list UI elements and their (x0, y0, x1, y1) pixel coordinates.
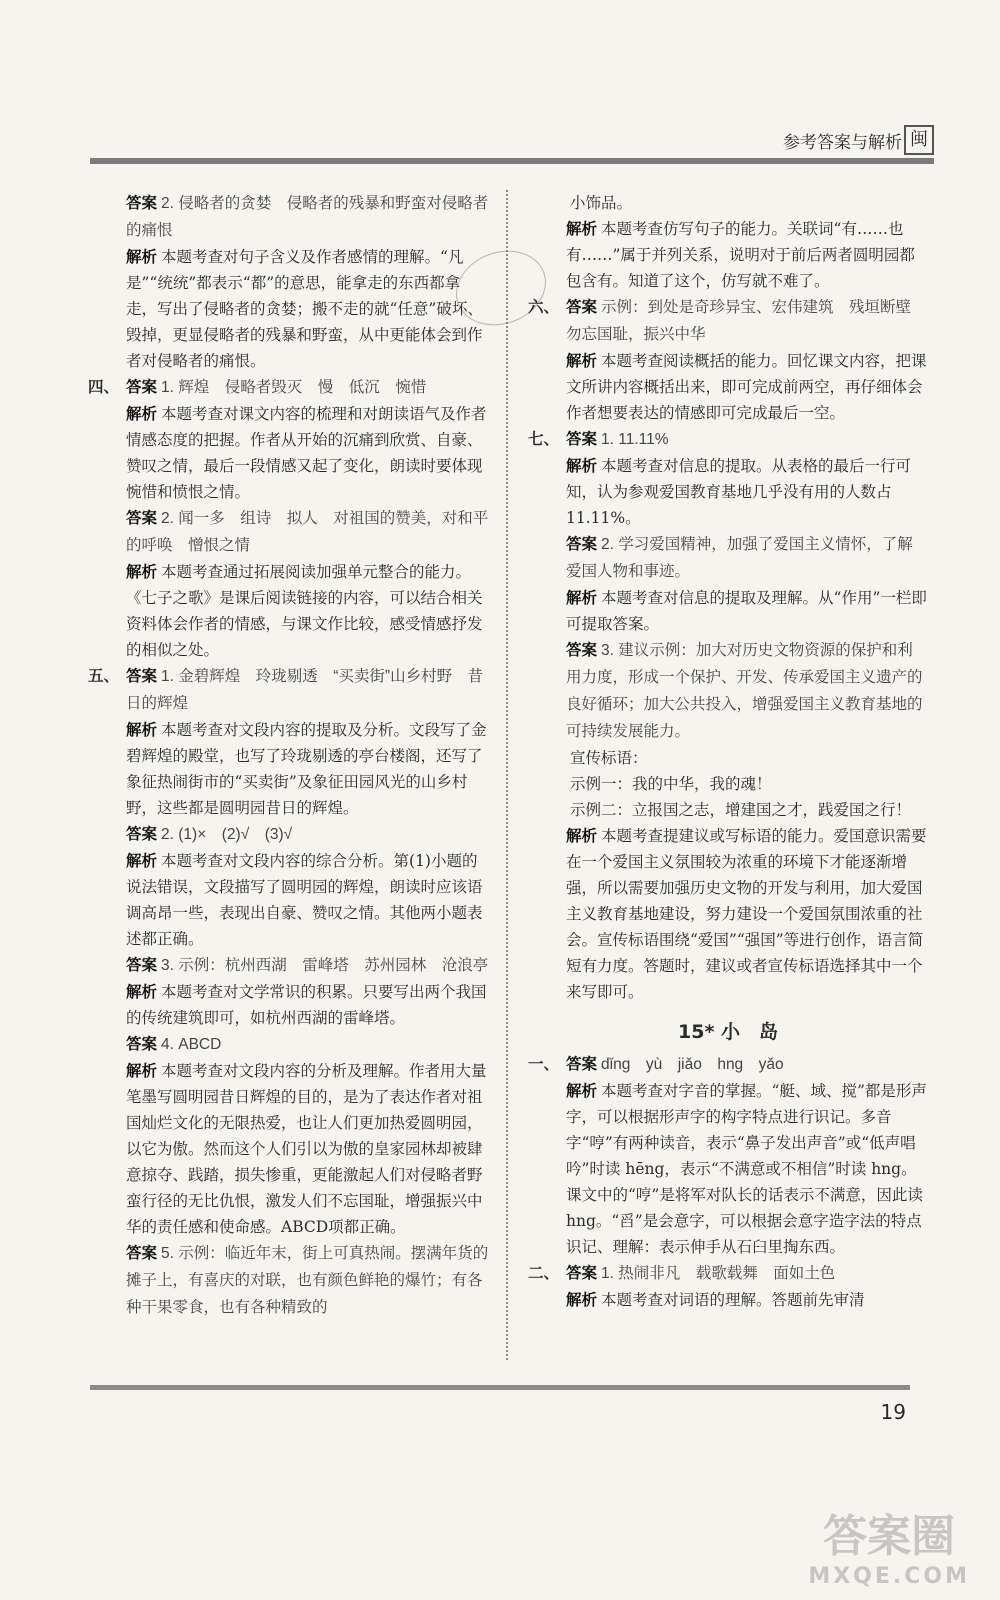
answer-block (528, 771, 928, 797)
block-label: 答案 (566, 430, 598, 448)
answer-block (88, 663, 490, 717)
block-label: 答案 (126, 194, 158, 212)
block-label: 答案 (126, 378, 158, 396)
block-label: 解析 (566, 457, 598, 475)
answer-block (528, 453, 928, 531)
block-text: 本题考查仿写句子的能力。关联词“有……也有……”属于并列关系，说明对于前后两者圆明园都包含有。知道了这个，仿写就不难了。 (566, 220, 915, 290)
block-text: 4. ABCD (161, 1036, 222, 1053)
footer-rule (90, 1385, 910, 1390)
block-label: 解析 (126, 983, 158, 1001)
answer-block (528, 216, 928, 294)
answer-block (88, 505, 490, 559)
block-text: 2. 学习爱国精神，加强了爱国主义情怀，了解爱国人物和事迹。 (566, 536, 913, 580)
block-label: 解析 (126, 563, 158, 581)
block-text: 2. (1)× (2)√ (3)√ (161, 826, 293, 843)
block-label: 答案 (566, 298, 598, 316)
header-logo: 闽 (904, 125, 934, 155)
block-label: 答案 (566, 1055, 598, 1073)
question-number: 二、 (528, 1264, 560, 1282)
block-text: 1. 辉煌 侵略者毁灭 慢 低沉 惋惜 (161, 379, 427, 396)
left-column (88, 190, 490, 1321)
answer-block (88, 244, 490, 374)
block-text: 宣传标语： (570, 749, 648, 767)
block-label: 解析 (566, 352, 598, 370)
block-text: 3. 建议示例：加大对历史文物资源的保护和利用力度，形成一个保护、开发、传承爱国主义遗产的良好循环；加大公共投入，增强爱国主义教育基地的可持续发展能力。 (566, 642, 923, 740)
block-label: 答案 (566, 641, 598, 659)
block-text: 1. 11.11% (601, 431, 669, 448)
block-text: 1. 热闹非凡 载歌载舞 面如土色 (601, 1265, 836, 1282)
column-divider (506, 190, 508, 1360)
answer-block (528, 797, 928, 823)
answer-block (88, 979, 490, 1031)
question-number: 五、 (88, 667, 120, 685)
block-label: 解析 (566, 827, 598, 845)
block-label: 解析 (566, 1082, 598, 1100)
answer-block (528, 1287, 928, 1313)
header-title: 参考答案与解析 (783, 133, 902, 153)
block-text: 1. 金碧辉煌 玲珑剔透 “买卖街”山乡村野 昔日的辉煌 (126, 668, 484, 712)
block-label: 解析 (566, 1291, 598, 1309)
answer-block (528, 1051, 928, 1078)
right-bottom-blocks (528, 1051, 928, 1313)
answer-block (528, 1260, 928, 1287)
section-title: 15* 小 岛 (678, 1021, 778, 1043)
answer-block (88, 1031, 490, 1058)
answer-block (88, 1240, 490, 1321)
header-rule (90, 158, 934, 164)
block-label: 解析 (126, 248, 158, 266)
block-label: 解析 (126, 852, 158, 870)
answer-block (528, 585, 928, 637)
answer-block (88, 190, 490, 244)
block-text: 本题考查对文学常识的积累。只要写出两个我国的传统建筑即可，如杭州西湖的雷峰塔。 (126, 983, 487, 1027)
block-text: 2. 闻一多 组诗 拟人 对祖国的赞美，对和平的呼唤 憎恨之情 (126, 510, 489, 554)
block-label: 解析 (126, 405, 158, 423)
block-text: 本题考查对文段内容的综合分析。第(1)小题的说法错误，文段描写了圆明园的辉煌，朗读时应该语调高昂一些，表现出自豪、赞叹之情。其他两小题表述都正确。 (126, 852, 483, 948)
watermark-line2: MXQE.COM (808, 1564, 970, 1589)
block-text: 本题考查对信息的提取。从表格的最后一行可知，认为参观爱国教育基地几乎没有用的人数占11.11%。 (566, 457, 912, 527)
answer-block (528, 823, 928, 1005)
block-label: 答案 (126, 1035, 158, 1053)
answer-block (88, 1058, 490, 1240)
block-text: dǐng yù jiǎo hng yǎo (601, 1056, 784, 1073)
block-text: 5. 示例：临近年末，街上可真热闹。摆满年货的摊子上，有喜庆的对联，也有颜色鲜艳的爆竹；有各种干果零食，也有各种精致的 (126, 1245, 489, 1316)
block-text: 本题考查对字音的掌握。“艇、域、搅”都是形声字，可以根据形声字的构字特点进行识记。多音字“哼”有两种读音，表示“鼻子发出声音”或“低声唱吟”时读 hēng，表示“不满意或不相信”时读 hng。课文中的“哼”是将军对队长的话表示不满意，因此读 hng。“舀”是会意字，可以根据会意字造字法的特点识记、理解：表示伸手从石臼里掏东西。 (566, 1082, 927, 1256)
answer-block (528, 294, 928, 348)
block-text: 小饰品。 (570, 194, 633, 212)
block-label: 答案 (126, 667, 158, 685)
answer-block (88, 952, 490, 979)
answer-block (88, 848, 490, 952)
block-text: 示例：到处是奇珍异宝、宏伟建筑 残垣断壁 勿忘国耻，振兴中华 (566, 299, 927, 343)
right-top-blocks (528, 190, 928, 1005)
question-number: 一、 (528, 1055, 560, 1073)
block-text: 本题考查对课文内容的梳理和对朗读语气及作者情感态度的把握。作者从开始的沉痛到欣赏、自豪、赞叹之情，最后一段情感又起了变化，朗读时要体现惋惜和愤恨之情。 (126, 405, 487, 501)
block-label: 答案 (126, 956, 158, 974)
answer-block (88, 401, 490, 505)
block-text: 本题考查对句子含义及作者感情的理解。“凡是”“统统”都表示“都”的意思，能拿走的东西都拿走，写出了侵略者的贪婪；搬不走的就“任意”破坏、毁掉，更显侵略者的残暴和野蛮，从中更能体会到作者对侵略者的痛恨。 (126, 248, 483, 370)
block-text: 示例一：我的中华，我的魂！ (570, 775, 772, 793)
answer-block (528, 348, 928, 426)
block-text: 本题考查阅读概括的能力。回忆课文内容，把课文所讲内容概括出来，即可完成前两空，再仔细体会作者想要表达的情感即可完成最后一空。 (566, 352, 927, 422)
answer-block (528, 745, 928, 771)
block-label: 解析 (566, 589, 598, 607)
page-number: 19 (880, 1400, 906, 1424)
answer-block (528, 637, 928, 745)
watermark (808, 1500, 970, 1589)
block-label: 答案 (126, 509, 158, 527)
answer-block (528, 190, 928, 216)
block-label: 解析 (126, 1062, 158, 1080)
answer-block (528, 426, 928, 453)
answer-block (88, 559, 490, 663)
block-label: 解析 (126, 721, 158, 739)
answer-block (88, 717, 490, 821)
block-label: 解析 (566, 220, 598, 238)
answer-block (528, 531, 928, 585)
block-text: 2. 侵略者的贪婪 侵略者的残暴和野蛮对侵略者的痛恨 (126, 195, 489, 239)
watermark-line1: 答案圈 (823, 1511, 956, 1562)
answer-block (88, 821, 490, 848)
block-label: 答案 (126, 825, 158, 843)
block-text: 本题考查通过拓展阅读加强单元整合的能力。《七子之歌》是课后阅读链接的内容，可以结合相关资料体会作者的情感，与课文作比较，感受情感抒发的相似之处。 (126, 563, 483, 659)
question-number: 四、 (88, 378, 120, 396)
block-text: 本题考查对信息的提取及理解。从“作用”一栏即可提取答案。 (566, 589, 927, 633)
block-text: 本题考查对文段内容的分析及理解。作者用大量笔墨写圆明园昔日辉煌的目的，是为了表达作者对祖国灿烂文化的无限热爱，也让人们更加热爱圆明园，以它为傲。然而这个人们引以为傲的皇家园林却被肆意掠夺、践踏，损失惨重，更能激起人们对侵略者野蛮行径的无比仇恨，激发人们不忘国耻，增强振兴中华的责任感和使命感。ABCD项都正确。 (126, 1062, 487, 1236)
block-label: 答案 (126, 1244, 158, 1262)
question-number: 六、 (528, 298, 560, 316)
block-text: 示例二：立报国之志，增建国之才，践爱国之行！ (570, 801, 912, 819)
answer-block (88, 374, 490, 401)
block-text: 本题考查对词语的理解。答题前先审清 (601, 1291, 865, 1309)
question-number: 七、 (528, 430, 560, 448)
right-column (528, 190, 928, 1313)
block-text: 本题考查提建议或写标语的能力。爱国意识需要在一个爱国主义氛围较为浓重的环境下才能逐渐增强，所以需要加强历史文物的开发与利用，加大爱国主义教育基地建设，努力建设一个爱国氛围浓重的社会。宣传标语围绕“爱国”“强国”等进行创作，语言简短有力度。答题时，建议或者宣传标语选择其中一个来写即可。 (566, 827, 927, 1001)
block-text: 3. 示例：杭州西湖 雷峰塔 苏州园林 沧浪亭 (161, 957, 489, 974)
block-text: 本题考查对文段内容的提取及分析。文段写了金碧辉煌的殿堂，也写了玲珑剔透的亭台楼阁，还写了象征热闹街市的“买卖街”及象征田园风光的山乡村野，这些都是圆明园昔日的辉煌。 (126, 721, 487, 817)
block-label: 答案 (566, 535, 598, 553)
block-label: 答案 (566, 1264, 598, 1282)
answer-block (528, 1078, 928, 1260)
